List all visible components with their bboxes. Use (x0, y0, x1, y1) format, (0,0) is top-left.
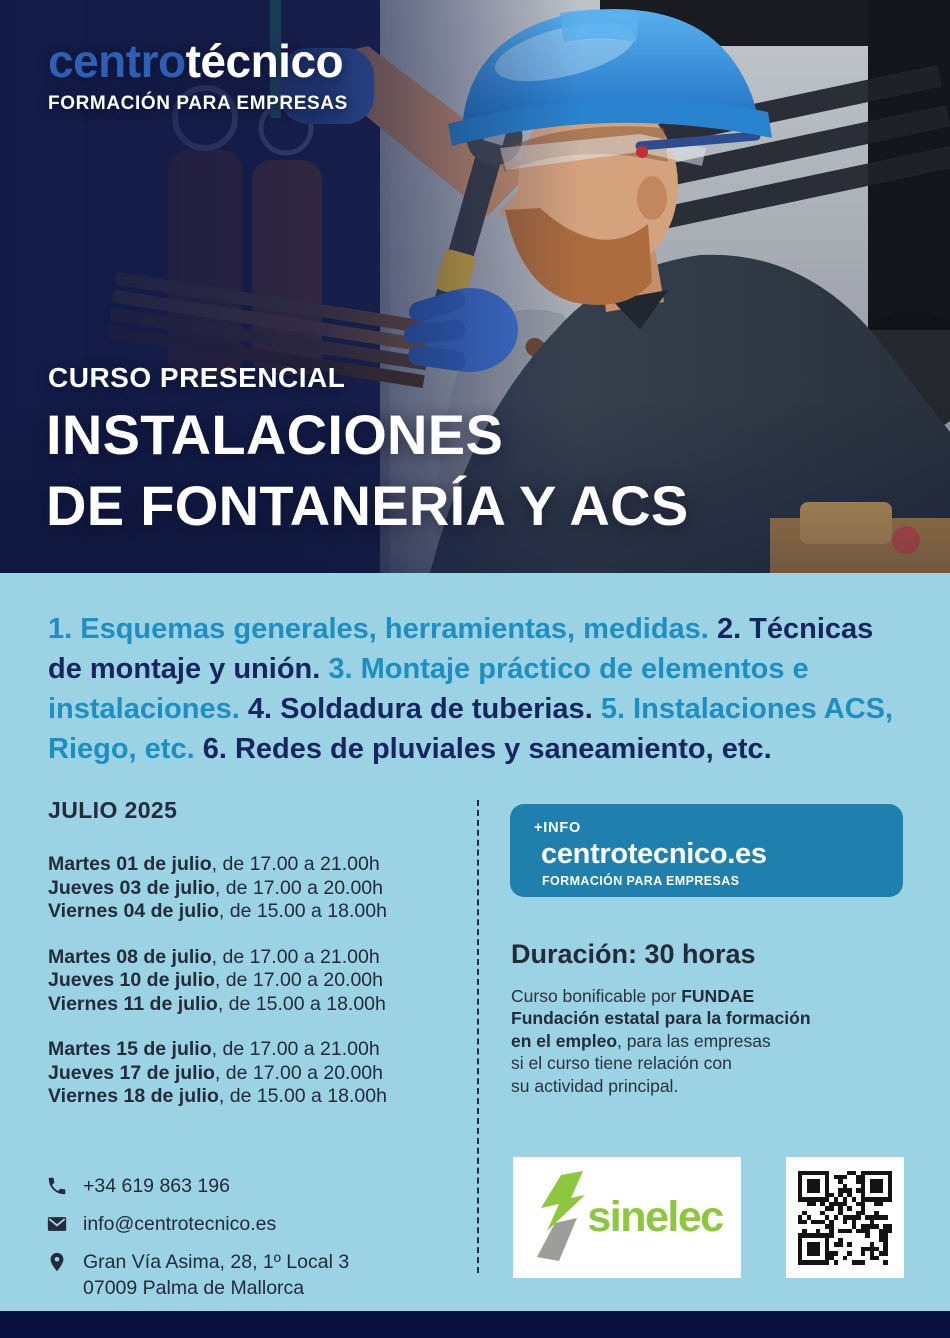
schedule-time: , de 15.00 a 18.00h (218, 900, 387, 922)
course-kicker: CURSO PRESENCIAL (48, 362, 346, 393)
schedule-day: Viernes 04 de julio (48, 900, 219, 922)
schedule-row (48, 900, 458, 924)
fundae-bold: Fundación estatal para la formación (511, 1008, 811, 1029)
syllabus-item-1: 1. Esquemas generales, herramientas, medidas. (48, 613, 709, 645)
fundae-rest: si el curso tiene relación con (511, 1053, 732, 1074)
contact-address-line2: 07009 Palma de Mallorca (83, 1277, 305, 1299)
schedule-time: , de 15.00 a 18.00h (218, 1085, 387, 1107)
contact-address (83, 1249, 349, 1301)
brand-logo-wordmark (48, 35, 348, 87)
qr-code-box (786, 1157, 904, 1278)
info-box (510, 804, 903, 897)
course-title (46, 399, 689, 541)
schedule-time: , de 17.00 a 20.00h (214, 876, 383, 899)
schedule-group-2 (48, 946, 458, 1017)
fundae-bold: FUNDAE (681, 986, 755, 1006)
qr-code (798, 1171, 892, 1265)
contact-phone: +34 619 863 196 (83, 1175, 230, 1197)
schedule-month: JULIO 2025 (48, 797, 178, 823)
schedule-time: , de 17.00 a 20.00h (214, 969, 383, 991)
info-box-tagline: FORMACIÓN PARA EMPRESAS (542, 874, 740, 888)
contact-section (46, 1173, 349, 1313)
schedule-day: Viernes 18 de julio (48, 1085, 219, 1107)
course-title-line2: DE FONTANERÍA Y ACS (46, 474, 689, 538)
sinelec-logo-text: sinelec (587, 1193, 723, 1241)
hero-section (0, 0, 950, 573)
lower-section (0, 573, 950, 1311)
syllabus-item-2: 2. Técnicas de montaje y unión. (48, 613, 874, 686)
contact-email-row (46, 1211, 349, 1237)
sinelec-logo-box (513, 1157, 741, 1278)
schedule-time: , de 15.00 a 18.00h (217, 992, 386, 1015)
schedule-row (48, 1062, 458, 1086)
footer-bar (0, 1311, 950, 1338)
fundae-rest: su actividad principal. (511, 1075, 679, 1096)
contact-phone-row (46, 1173, 349, 1199)
schedule-time: , de 17.00 a 20.00h (214, 1061, 383, 1084)
schedule-row (48, 946, 458, 970)
schedule-time: , de 17.00 a 21.00h (211, 1038, 380, 1060)
schedule-day: Jueves 03 de julio (48, 876, 215, 899)
schedule-row (48, 1085, 458, 1109)
syllabus-item-4: 4. Soldadura de tuberias. (247, 693, 593, 726)
contact-email: info@centrotecnico.es (83, 1213, 277, 1235)
envelope-icon (46, 1213, 68, 1235)
schedule-day: Viernes 11 de julio (48, 992, 218, 1015)
syllabus-text (48, 609, 912, 769)
fundae-bold: en el empleo (511, 1030, 618, 1051)
info-box-plus-label: +INFO (534, 820, 582, 836)
sinelec-bolt-icon (531, 1171, 585, 1265)
vertical-dashed-divider (477, 800, 479, 1273)
schedule-day: Jueves 10 de julio (48, 969, 215, 991)
schedule-day: Jueves 17 de julio (48, 1061, 215, 1084)
fundae-lead: Curso bonificable por (511, 986, 682, 1006)
contact-address-line1: Gran Vía Asima, 28, 1º Local 3 (83, 1251, 350, 1273)
schedule-day: Martes 15 de julio (48, 1038, 212, 1060)
schedule-group-3 (48, 1038, 458, 1109)
schedule-row (48, 969, 458, 993)
schedule-time: , de 17.00 a 21.00h (211, 853, 380, 875)
syllabus-item-6: 6. Redes de pluviales y saneamiento, etc. (202, 733, 772, 766)
schedule-time: , de 17.00 a 21.00h (211, 945, 380, 968)
schedule-group-1 (48, 853, 458, 924)
map-pin-icon (46, 1251, 68, 1273)
schedule-row (48, 853, 458, 877)
info-box-website: centrotecnico.es (541, 838, 767, 870)
schedule-row (48, 1038, 458, 1062)
fundae-rest: , para las empresas (617, 1030, 771, 1051)
phone-icon (46, 1175, 68, 1197)
brand-logo (48, 35, 348, 115)
brand-tagline: FORMACIÓN PARA EMPRESAS (48, 93, 348, 114)
brand-logo-part2: técnico (185, 35, 344, 87)
schedule-day: Martes 01 de julio (48, 853, 212, 875)
fundae-note (511, 985, 811, 1097)
brand-logo-part1: centro (48, 35, 186, 87)
schedule-row (48, 993, 458, 1017)
syllabus-item-5: 5. Instalaciones ACS, Riego, etc. (48, 693, 894, 766)
course-title-line1: INSTALACIONES (46, 403, 504, 466)
schedule-section (48, 797, 458, 1109)
contact-address-row (46, 1249, 349, 1301)
schedule-row (48, 877, 458, 901)
course-duration: Duración: 30 horas (511, 939, 756, 969)
syllabus-item-3: 3. Montaje práctico de elementos e instalaciones. (48, 653, 809, 726)
schedule-day: Martes 08 de julio (48, 945, 212, 968)
